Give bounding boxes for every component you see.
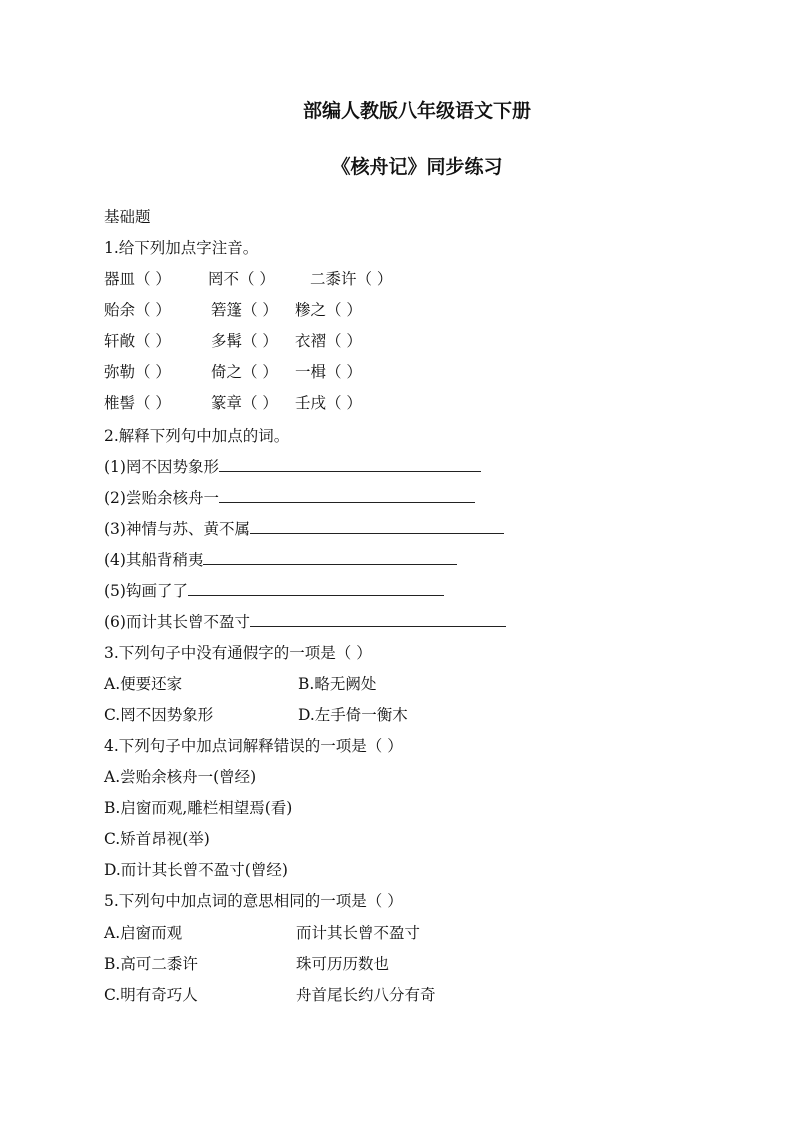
q4-option-d: D.而计其长曾不盈寸(曾经) [104,861,288,879]
q5-option-c-right: 舟首尾长约八分有奇 [296,986,436,1004]
q1-item: 弥勒（ ） [104,363,171,381]
q4-option-a: A.尝贻余核舟一(曾经) [104,768,257,786]
q3-option-b: B.略无阙处 [298,675,377,693]
q5-option-a-right: 而计其长曾不盈寸 [296,924,421,942]
q2-item [104,488,475,508]
q1-item: 箬篷（ ） [211,301,278,319]
q5-option-a-left: A.启窗而观 [104,924,183,942]
q1-stem: 1.给下列加点字注音。 [104,239,259,257]
document-subtitle: 《核舟记》同步练习 [331,156,503,178]
answer-blank[interactable] [203,550,457,565]
q2-item [104,457,481,477]
answer-blank[interactable] [219,488,475,503]
q2-stem: 2.解释下列句中加点的词。 [104,427,290,445]
q2-item [104,550,457,570]
q4-option-b: B.启窗而观,雕栏相望焉(看) [104,799,293,817]
q4-stem: 4.下列句子中加点词解释错误的一项是（ ） [104,737,403,755]
q2-item [104,612,506,632]
q1-item: 糁之（ ） [295,301,362,319]
q2-item-text: (5)钩画了了 [104,582,188,600]
q5-option-b-left: B.高可二黍许 [104,955,198,973]
q1-item: 篆章（ ） [211,394,278,412]
answer-blank[interactable] [188,581,444,596]
q2-item [104,519,504,539]
q2-item-text: (4)其船背稍夷 [104,551,204,569]
q1-item: 衣褶（ ） [295,332,362,350]
q1-item: 贻余（ ） [104,301,171,319]
q1-item: 壬戌（ ） [295,394,362,412]
q1-item: 二黍许（ ） [310,270,393,288]
q3-stem: 3.下列句子中没有通假字的一项是（ ） [104,644,372,662]
q1-item: 一楫（ ） [295,363,362,381]
q1-item: 椎髻（ ） [104,394,171,412]
q1-item: 多髯（ ） [211,332,278,350]
answer-blank[interactable] [219,457,481,472]
q1-item: 罔不（ ） [208,270,275,288]
q5-option-b-right: 珠可历历数也 [296,955,390,973]
q5-option-c-left: C.明有奇巧人 [104,986,198,1004]
q1-item: 倚之（ ） [211,363,278,381]
q2-item-text: (1)罔不因势象形 [104,458,219,476]
section-heading: 基础题 [104,208,151,226]
q3-option-d: D.左手倚一衡木 [298,706,408,724]
answer-blank[interactable] [250,612,506,627]
q4-option-c: C.矫首昂视(举) [104,830,210,848]
document-title: 部编人教版八年级语文下册 [302,100,531,122]
q1-item: 器皿（ ） [104,270,171,288]
q5-stem: 5.下列句中加点词的意思相同的一项是（ ） [104,892,403,910]
q3-option-c: C.罔不因势象形 [104,706,214,724]
q2-item-text: (2)尝贻余核舟一 [104,489,219,507]
q2-item [104,581,444,601]
q1-item: 轩敞（ ） [104,332,171,350]
answer-blank[interactable] [250,519,504,534]
q2-item-text: (3)神情与苏、黄不属 [104,520,250,538]
q3-option-a: A.便要还家 [104,675,183,693]
q2-item-text: (6)而计其长曾不盈寸 [104,613,250,631]
